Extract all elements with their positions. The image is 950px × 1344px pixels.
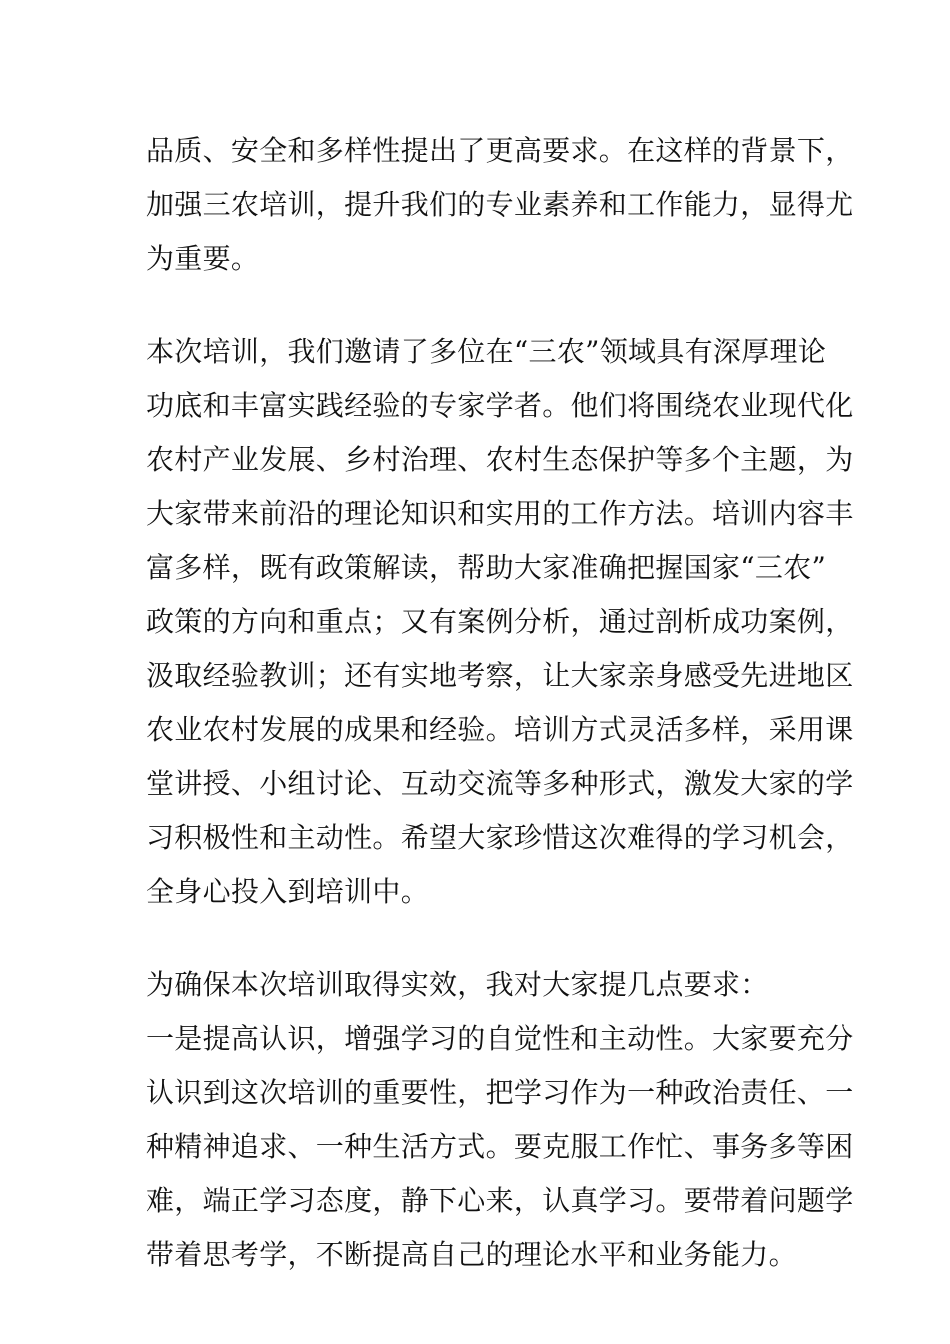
text-line: 带着思考学，不断提高自己的理论水平和业务能力。 — [146, 1238, 797, 1271]
text-line: 全身心投入到培训中。 — [146, 875, 430, 908]
text-line: 政策的方向和重点；又有案例分析，通过剖析成功案例， — [146, 605, 854, 638]
text-line: 种精神追求、一种生活方式。要克服工作忙、事务多等困 — [146, 1130, 854, 1163]
text-line: 富多样，既有政策解读，帮助大家准确把握国家“三农” — [146, 551, 827, 584]
text-line: 为确保本次培训取得实效，我对大家提几点要求： — [146, 968, 769, 1001]
text-line: 功底和丰富实践经验的专家学者。他们将围绕农业现代化 — [146, 389, 854, 422]
text-line: 认识到这次培训的重要性，把学习作为一种政治责任、一 — [146, 1076, 854, 1109]
text-line: 习积极性和主动性。希望大家珍惜这次难得的学习机会， — [146, 821, 854, 854]
text-line: 难，端正学习态度，静下心来，认真学习。要带着问题学 — [146, 1184, 854, 1217]
text-line: 加强三农培训，提升我们的专业素养和工作能力，显得尤 — [146, 188, 854, 221]
text-line: 堂讲授、小组讨论、互动交流等多种形式，激发大家的学 — [146, 767, 854, 800]
text-line: 本次培训，我们邀请了多位在“三农”领域具有深厚理论 — [146, 335, 827, 368]
text-line: 农业农村发展的成果和经验。培训方式灵活多样，采用课 — [146, 713, 854, 746]
text-line: 农村产业发展、乡村治理、农村生态保护等多个主题，为 — [146, 443, 854, 476]
text-line: 为重要。 — [146, 242, 260, 275]
text-line: 汲取经验教训；还有实地考察，让大家亲身感受先进地区 — [146, 659, 854, 692]
text-line: 大家带来前沿的理论知识和实用的工作方法。培训内容丰 — [146, 497, 854, 530]
text-line: 品质、安全和多样性提出了更高要求。在这样的背景下， — [146, 134, 854, 167]
text-line: 一是提高认识，增强学习的自觉性和主动性。大家要充分 — [146, 1022, 854, 1055]
